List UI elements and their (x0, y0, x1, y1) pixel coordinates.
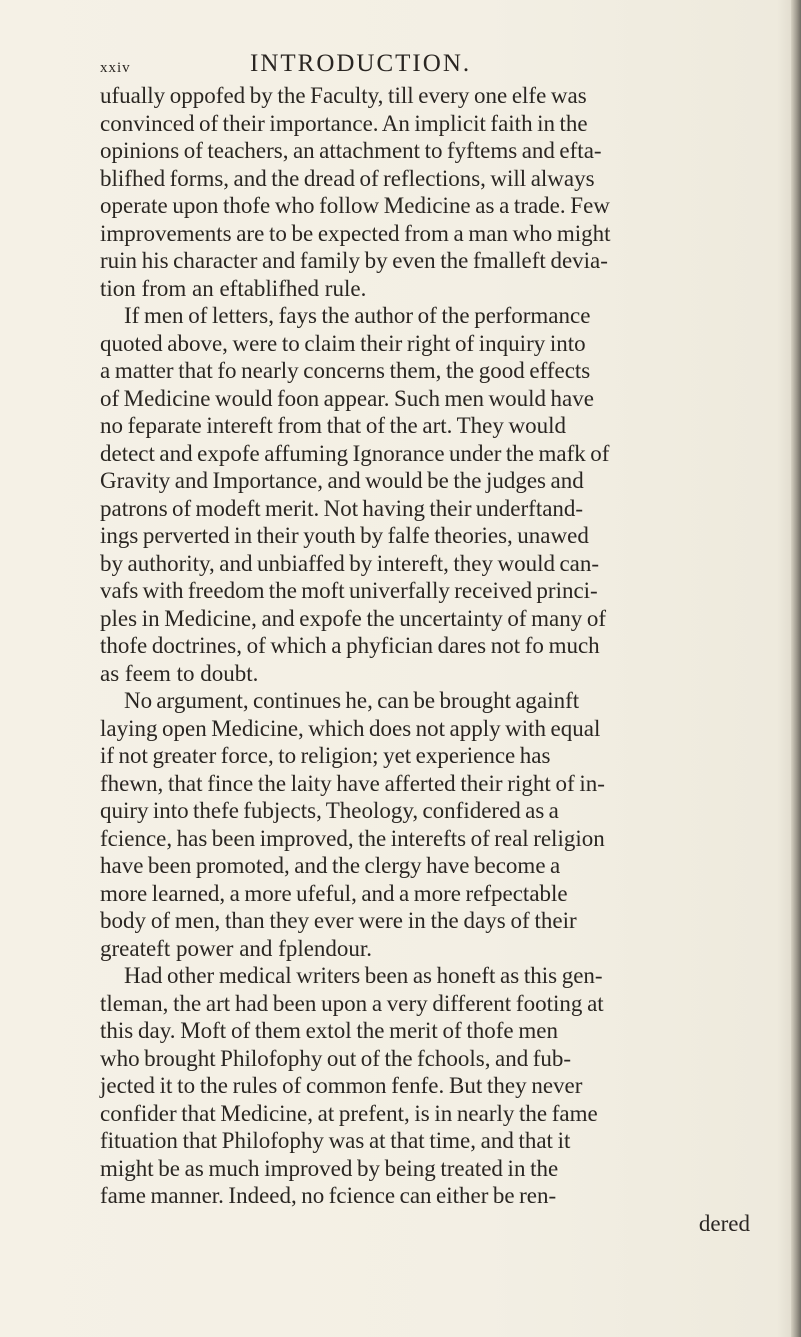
text-line: patrons of modeft merit. Not having their underftand- (100, 495, 584, 521)
text-line: operate upon thofe who follow Medicine as a trade. Few (100, 193, 610, 218)
text-line: no feparate intereft from that of the art. They would (100, 413, 567, 438)
text-line: by authority, and unbiaffed by intereft, they would can- (100, 550, 600, 576)
text-line: confider that Medicine, at prefent, is in nearly the fame (100, 1100, 598, 1126)
text-line: detect and expofe affuming Ignorance under the mafk of (100, 440, 610, 466)
text-line: Had other medical writers been as honeft as this gen- (124, 963, 603, 988)
text-line: quiry into thefe fubjects, Theology, confidered as a (100, 798, 559, 823)
text-line: more learned, a more ufeful, and a more refpectable (100, 880, 568, 906)
text-line: might be as much improved by being treated in the (100, 1155, 559, 1181)
text-line: opinions of teachers, an attachment to fyftems and efta- (100, 138, 602, 163)
text-line: greateft power and fplendour. (100, 935, 373, 961)
text-line: fituation that Philofophy was at that time, and that it (100, 1128, 571, 1153)
text-line: tion from an eftablifhed rule. (100, 275, 367, 301)
text-line: convinced of their importance. An implicit faith in the (100, 110, 588, 136)
page-edge (791, 0, 801, 1337)
text-line: ruin his character and family by even the fmalleft devia- (100, 248, 608, 273)
text-line: fcience, has been improved, the interefts of real religion (100, 825, 605, 851)
text-line: quoted above, were to claim their right of inquiry into (100, 330, 586, 356)
text-line: thofe doctrines, of which a phyfician dares not fo much (100, 633, 600, 658)
text-line: fhewn, that fince the laity have afferted their right of in- (100, 770, 605, 796)
text-line: If men of letters, fays the author of the performance (124, 303, 591, 328)
text-line: as feem to doubt. (100, 660, 259, 686)
text-line: jected it to the rules of common fenfe. But they never (100, 1073, 583, 1098)
text-line: No argument, continues he, can be brought againft (124, 688, 580, 713)
text-line: who brought Philofophy out of the fchools, and fub- (100, 1045, 572, 1071)
text-line: ples in Medicine, and expofe the uncertainty of many of (100, 605, 607, 631)
text-line: ufually oppofed by the Faculty, till every one elfe was (100, 83, 587, 108)
text-line: tleman, the art had been upon a very different footing at (100, 990, 604, 1016)
text-line: fame manner. Indeed, no fcience can either be ren- (100, 1183, 557, 1208)
text-line: of Medicine would foon appear. Such men would have (100, 385, 594, 411)
running-head: INTRODUCTION. (250, 50, 472, 77)
text-line: vafs with freedom the moft univerfally received princi- (100, 578, 598, 603)
text-line: a matter that fo nearly concerns them, the good effects (100, 358, 591, 383)
text-line: body of men, than they ever were in the days of their (100, 908, 577, 933)
text-line: have been promoted, and the clergy have become a (100, 853, 561, 878)
text-line: Gravity and Importance, and would be the judges and (100, 468, 584, 493)
text-line: dered (698, 1210, 750, 1236)
page-number: xxiv (100, 60, 131, 76)
text-line: if not greater force, to religion; yet experience has (100, 743, 551, 768)
body-text (100, 82, 790, 1237)
text-line: ings perverted in their youth by falfe theories, unawed (100, 523, 589, 548)
text-line: improvements are to be expected from a man who might (100, 220, 611, 246)
text-line: laying open Medicine, which does not apply with equal (100, 715, 601, 741)
text-line: blifhed forms, and the dread of reflections, will always (100, 165, 595, 191)
text-line: this day. Moft of them extol the merit of thofe men (100, 1018, 558, 1043)
